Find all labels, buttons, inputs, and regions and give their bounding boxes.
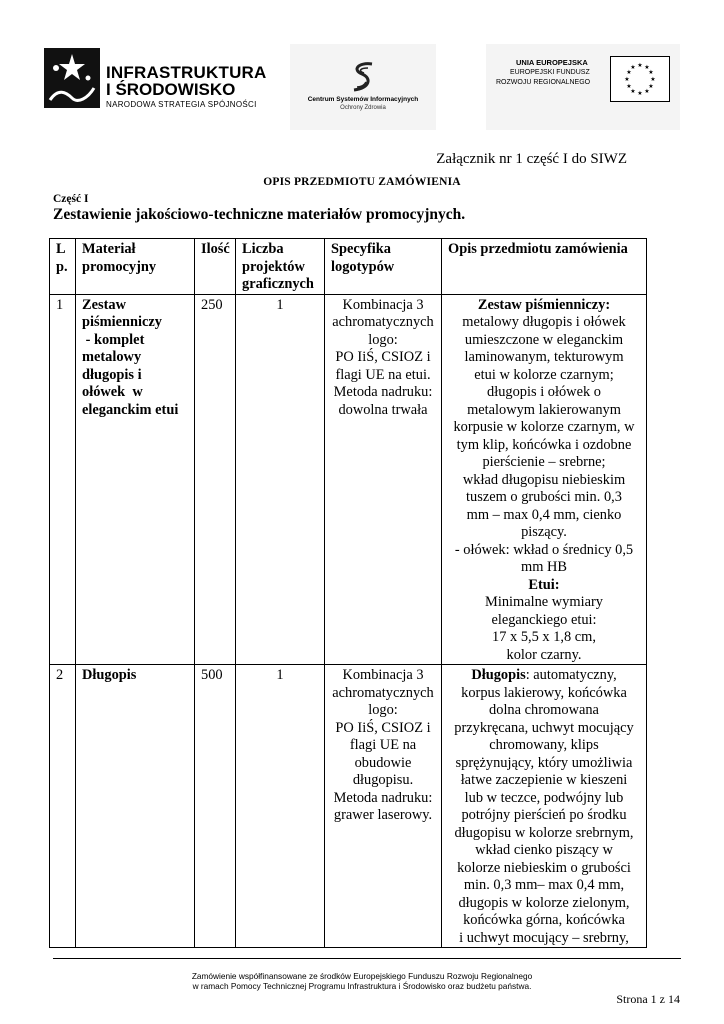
desc-line: i uchwyt mocujący – srebrny, (459, 929, 629, 946)
desc-line: chromowany, klips (489, 737, 599, 753)
desc-line: Etui: (528, 576, 560, 593)
header-desc: Opis przedmiotu zamówienia (442, 239, 647, 295)
desc-line: umieszczone w eleganckim (464, 331, 624, 348)
footer-line1: Zamówienie współfinansowane ze środków Europejskiego Funduszu Rozwoju Regionalnego (191, 971, 533, 981)
desc-line: min. 0,3 mm– max 0,4 mm, (463, 877, 625, 893)
logo-mid-line1: Centrum Systemów Informacyjnych (307, 96, 419, 103)
svg-text:★: ★ (637, 90, 643, 97)
svg-text:★: ★ (630, 88, 636, 95)
desc-line: potrójny pierścień po środku (461, 807, 627, 823)
logo-left-line2: I ŚRODOWISKO (106, 80, 236, 99)
desc-line: etui w kolorze czarnym; (474, 366, 614, 383)
desc-line: długopisu w kolorze srebrnym, (454, 824, 634, 841)
row1-logos: Kombinacja 3 achromatycznych logo: PO IiŚ, CSIOZ i flagi UE na etui. Metoda nadruku: dowolna trwała (325, 294, 442, 665)
desc-line: kolorze niebieskim o grubości (457, 859, 631, 876)
row2-projects: 1 (236, 665, 325, 948)
logo-left-line3: NARODOWA STRATEGIA SPÓJNOŚCI (106, 100, 257, 109)
desc-line: tuszem o grubości min. 0,3 (466, 489, 622, 505)
desc-line: wkład długopisu niebieskim (462, 471, 626, 488)
desc-line: piszący. (521, 524, 567, 540)
page-number: Strona 1 z 14 (616, 992, 680, 1006)
desc-line: 17 x 5,5 x 1,8 cm, (492, 629, 596, 645)
row2-desc-first-line: Długopis: automatyczny, (471, 667, 617, 683)
infrastruktura-emblem-icon (44, 48, 100, 108)
desc-line: pierścienie – srebrne; (482, 454, 606, 470)
svg-text:★: ★ (626, 83, 632, 90)
desc-line: Minimalne wymiary (485, 594, 603, 610)
desc-line: metalowy długopis i ołówek (462, 314, 626, 330)
logo-left-line1: INFRASTRUKTURA (106, 63, 267, 82)
row1-lp: 1 (50, 294, 76, 665)
desc-line: - ołówek: wkład o średnicy 0,5 (454, 541, 634, 558)
part-label: Część I (53, 193, 89, 205)
logo-right-line1: UNIA EUROPEJSKA (516, 58, 588, 67)
logo-eu (486, 44, 680, 130)
table-row (50, 294, 647, 665)
header-logos: Specyfika logotypów (325, 239, 442, 295)
desc-line: długopis w kolorze zielonym, (458, 894, 630, 911)
desc-line: mm HB (521, 559, 567, 575)
desc-line: długopis i ołówek o (487, 384, 601, 400)
desc-line: metalowym lakierowanym (467, 401, 621, 418)
row2-desc (442, 665, 647, 948)
svg-text:★: ★ (626, 69, 632, 76)
svg-text:★: ★ (644, 88, 650, 95)
row1-desc (442, 294, 647, 665)
desc-line: sprężynujący, który umożliwia (455, 754, 633, 771)
header-material: Materiał promocyjny (76, 239, 195, 295)
desc-line: korpusie w kolorze czarnym, w (453, 419, 635, 435)
csioz-swirl-icon (348, 60, 378, 94)
desc-line: dolna chromowana (489, 702, 599, 718)
document-subtitle: Zestawienie jakościowo-techniczne materiałów promocyjnych. (53, 206, 466, 223)
desc-line: końcówka górna, końcówka (463, 912, 625, 928)
row1-qty: 250 (195, 294, 236, 665)
svg-text:★: ★ (644, 64, 650, 71)
header-lp: L p. (50, 239, 76, 295)
desc-line: lub w teczce, podwójny lub (464, 789, 624, 806)
row2-qty: 500 (195, 665, 236, 948)
svg-text:★: ★ (624, 76, 630, 83)
footer-line2: w ramach Pomocy Technicznej Programu Infrastruktura i Środowisko oraz budżetu państwa. (192, 981, 532, 991)
desc-line: wkład cienko piszący w (475, 842, 613, 858)
logo-infrastruktura (44, 48, 267, 110)
desc-line: kolor czarny. (506, 646, 582, 663)
row1-projects: 1 (236, 294, 325, 665)
specification-table (49, 238, 647, 948)
logo-mid-line2: Ochrony Zdrowia (340, 105, 386, 111)
desc-line: mm – max 0,4 mm, cienko (466, 506, 622, 523)
svg-text:★: ★ (630, 64, 636, 71)
row2-lp: 2 (50, 665, 76, 948)
svg-text:★: ★ (637, 62, 643, 69)
desc-line: przykręcana, uchwyt mocujący (454, 719, 634, 736)
footer-divider (53, 958, 681, 959)
desc-line: korpus lakierowy, końcówka (461, 684, 627, 701)
document-title: OPIS PRZEDMIOTU ZAMÓWIENIA (263, 176, 461, 188)
header-projects: Liczba projektów graficznych (236, 239, 325, 295)
svg-text:★: ★ (648, 83, 654, 90)
svg-text:★: ★ (650, 76, 656, 83)
logo-csioz (290, 44, 436, 130)
eu-flag-icon (610, 56, 670, 102)
desc-line: eleganckiego etui: (491, 611, 597, 628)
row1-material: Zestaw piśmienniczy - komplet metalowy długopis i ołówek w eleganckim etui (76, 294, 195, 665)
desc-line: laminowanym, tekturowym (464, 349, 624, 365)
table-header-row (50, 239, 647, 295)
logo-right-line3: ROZWOJU REGIONALNEGO (496, 79, 591, 86)
header-qty: Ilość (195, 239, 236, 295)
logo-right-line2: EUROPEJSKI FUNDUSZ (510, 69, 590, 76)
desc-line: tym klip, końcówka i ozdobne (456, 436, 632, 453)
row2-logos: Kombinacja 3 achromatycznych logo: PO IiŚ, CSIOZ i flagi UE na obudowie długopisu. Metoda nadruku: grawer laserowy. (325, 665, 442, 948)
svg-text:★: ★ (648, 69, 654, 76)
table-row (50, 665, 647, 948)
desc-line: łatwe zaczepienie w kieszeni (460, 772, 628, 788)
row2-material: Długopis (76, 665, 195, 948)
annex-label: Załącznik nr 1 część I do SIWZ (436, 151, 627, 167)
desc-line: Zestaw piśmienniczy: (477, 296, 611, 313)
